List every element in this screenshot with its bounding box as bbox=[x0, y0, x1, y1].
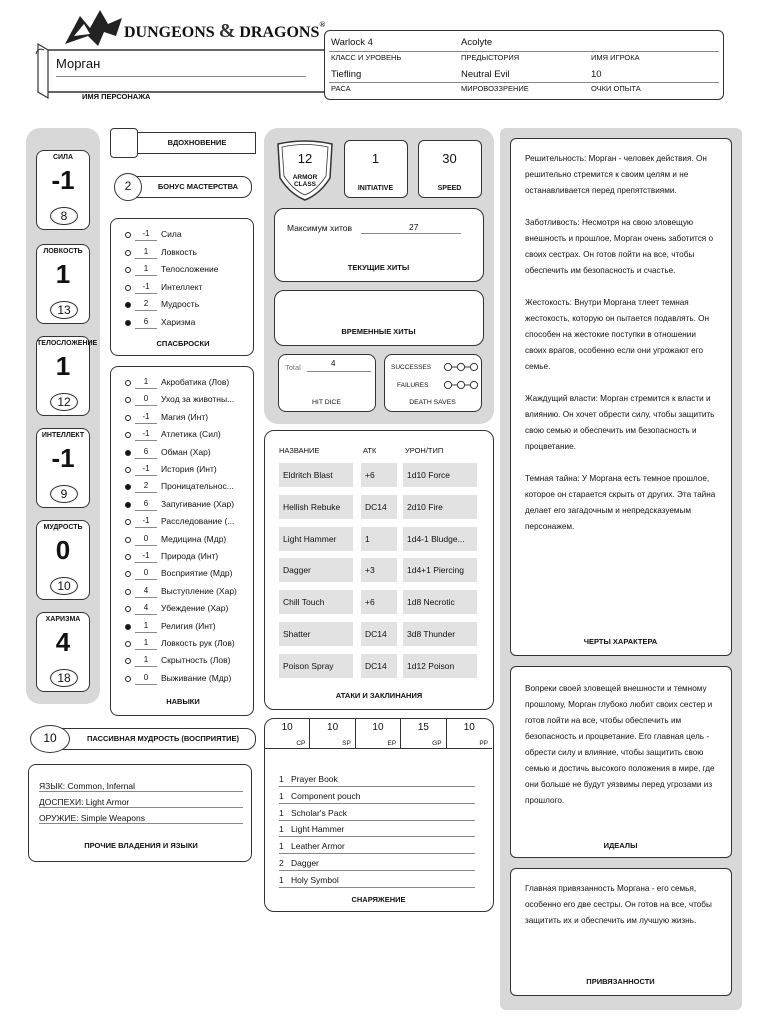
bonds-box[interactable] bbox=[510, 868, 732, 996]
armor-class-label-1: ARMOR bbox=[292, 174, 318, 181]
proficiency-box bbox=[108, 172, 256, 202]
equipment-name: Scholar's Pack bbox=[291, 807, 347, 818]
coin-row bbox=[265, 719, 492, 749]
coin-box[interactable] bbox=[310, 719, 355, 749]
ability-modifier: 1 bbox=[55, 259, 71, 289]
saving-throw-value[interactable]: 6 bbox=[135, 317, 157, 329]
saving-throw-value[interactable]: 1 bbox=[135, 264, 157, 276]
ability-constitution[interactable] bbox=[36, 336, 98, 416]
skill-value[interactable]: 6 bbox=[135, 447, 157, 459]
skill-value[interactable]: -1 bbox=[135, 412, 157, 424]
coin-value[interactable]: 10 bbox=[281, 722, 293, 733]
ability-modifier: -1 bbox=[51, 165, 75, 195]
initiative-box[interactable] bbox=[344, 140, 408, 198]
skill-row[interactable] bbox=[111, 671, 255, 688]
empty-dot-icon[interactable] bbox=[125, 554, 131, 560]
success-circles-icon bbox=[443, 362, 479, 372]
attack-bonus[interactable]: 1 bbox=[361, 527, 397, 551]
skill-row[interactable] bbox=[111, 636, 255, 653]
skill-name: Магия (Инт) bbox=[161, 411, 209, 422]
speed-value: 30 bbox=[442, 151, 457, 166]
attacks-label: АТАКИ И ЗАКЛИНАНИЯ bbox=[335, 691, 423, 700]
skill-value[interactable]: 0 bbox=[135, 568, 157, 580]
attack-damage[interactable]: 1d10 Force bbox=[403, 463, 477, 487]
coin-value[interactable]: 10 bbox=[463, 722, 475, 733]
attacks-col-name: НАЗВАНИЕ bbox=[279, 446, 320, 455]
coin-label: GP bbox=[432, 740, 442, 747]
failure-circles-icon bbox=[443, 380, 479, 390]
proficient-dot-icon[interactable] bbox=[125, 320, 131, 326]
skill-value[interactable]: -1 bbox=[135, 464, 157, 476]
attack-bonus[interactable]: +6 bbox=[361, 590, 397, 614]
empty-dot-icon[interactable] bbox=[125, 571, 131, 577]
proficient-dot-icon[interactable] bbox=[125, 484, 131, 490]
current-hp-box[interactable] bbox=[274, 208, 484, 282]
proficient-dot-icon[interactable] bbox=[125, 624, 131, 630]
empty-dot-icon[interactable] bbox=[125, 415, 131, 421]
skill-value[interactable]: 1 bbox=[135, 655, 157, 667]
attack-name[interactable]: Light Hammer bbox=[279, 527, 353, 551]
ability-name: ЛОВКОСТЬ bbox=[43, 248, 83, 255]
traits-box[interactable] bbox=[510, 138, 732, 656]
empty-dot-icon[interactable] bbox=[125, 467, 131, 473]
race-label: РАСА bbox=[331, 84, 351, 93]
attack-damage[interactable]: 2d10 Fire bbox=[403, 495, 477, 519]
attack-name[interactable]: Hellish Rebuke bbox=[279, 495, 353, 519]
skill-name: Убеждение (Хар) bbox=[161, 603, 229, 614]
equipment-item[interactable] bbox=[279, 838, 475, 854]
coin-value[interactable]: 10 bbox=[327, 722, 339, 733]
ability-modifier: 0 bbox=[55, 535, 71, 565]
xp-label: ОЧКИ ОПЫТА bbox=[591, 84, 641, 93]
proficient-dot-icon[interactable] bbox=[125, 450, 131, 456]
skill-value[interactable]: 0 bbox=[135, 673, 157, 685]
death-saves-failures-label: FAILURES bbox=[397, 382, 429, 389]
saving-throw-name: Харизма bbox=[161, 316, 196, 327]
background-value[interactable]: Acolyte bbox=[461, 37, 493, 48]
attack-name[interactable]: Eldritch Blast bbox=[279, 463, 353, 487]
inspiration-input[interactable] bbox=[110, 128, 138, 158]
ability-modifier: -1 bbox=[51, 443, 75, 473]
skill-name: Проницательнос... bbox=[161, 481, 234, 492]
skill-name: Выступление (Хар) bbox=[161, 585, 237, 596]
attack-damage[interactable]: 3d8 Thunder bbox=[403, 622, 477, 646]
equipment-item[interactable] bbox=[279, 805, 475, 821]
ability-name: МУДРОСТЬ bbox=[43, 524, 83, 531]
equipment-qty: 1 bbox=[279, 790, 284, 801]
proficient-dot-icon[interactable] bbox=[125, 502, 131, 508]
saving-throw-row[interactable] bbox=[111, 262, 255, 279]
saving-throw-value[interactable]: -1 bbox=[135, 282, 157, 294]
ability-score[interactable]: 12 bbox=[50, 393, 78, 411]
proficient-dot-icon[interactable] bbox=[125, 302, 131, 308]
logo-registered: ® bbox=[319, 20, 326, 29]
ability-name: ХАРИЗМА bbox=[45, 616, 81, 623]
empty-dot-icon[interactable] bbox=[125, 589, 131, 595]
initiative-value: 1 bbox=[371, 151, 380, 166]
class-level-label: КЛАСС И УРОВЕНЬ bbox=[331, 53, 402, 62]
skill-value[interactable]: 1 bbox=[135, 621, 157, 633]
language-line[interactable]: ЯЗЫК: Common, Infernal bbox=[39, 781, 243, 792]
temp-hp-label: ВРЕМЕННЫЕ ХИТЫ bbox=[341, 327, 416, 336]
armor-line[interactable]: ДОСПЕХИ: Light Armor bbox=[39, 797, 243, 808]
attack-bonus[interactable]: DC14 bbox=[361, 654, 397, 678]
saving-throw-row[interactable] bbox=[111, 297, 255, 314]
empty-dot-icon[interactable] bbox=[125, 519, 131, 525]
skill-name: Ловкость рук (Лов) bbox=[161, 638, 235, 648]
skill-name: Уход за животны... bbox=[161, 394, 235, 405]
attack-damage[interactable]: 1d8 Necrotic bbox=[403, 590, 477, 614]
ability-score[interactable]: 18 bbox=[50, 669, 78, 687]
skill-row[interactable] bbox=[111, 619, 255, 636]
passive-perception-value[interactable]: 10 bbox=[30, 725, 70, 753]
trait-paragraph: Жаждущий власти: Морган стремится к власти и влиянию. Он хочет обрести силу, чтобы защитить свою семью и обеспечить им безопасность и процветание. bbox=[525, 394, 715, 451]
armor-class-label-2: CLASS bbox=[293, 181, 317, 188]
skill-row[interactable] bbox=[111, 601, 255, 618]
equipment-qty: 1 bbox=[279, 874, 284, 885]
coin-value[interactable]: 10 bbox=[372, 722, 384, 733]
empty-dot-icon[interactable] bbox=[125, 676, 131, 682]
failure-markers[interactable] bbox=[443, 380, 479, 390]
logo-ampersand: & bbox=[218, 20, 236, 42]
empty-dot-icon[interactable] bbox=[125, 606, 131, 612]
saving-throw-name: Телосложение bbox=[161, 264, 219, 274]
equipment-item[interactable] bbox=[279, 821, 475, 837]
saving-throw-row[interactable] bbox=[111, 245, 255, 262]
coin-label: SP bbox=[342, 740, 351, 747]
temp-hp-box[interactable] bbox=[274, 290, 484, 346]
alignment-value[interactable]: Neutral Evil bbox=[461, 69, 510, 80]
skill-row[interactable] bbox=[111, 410, 255, 427]
attack-bonus[interactable]: DC14 bbox=[361, 495, 397, 519]
other-proficiencies-label: ПРОЧИЕ ВЛАДЕНИЯ И ЯЗЫКИ bbox=[84, 841, 198, 850]
equipment-label: СНАРЯЖЕНИЕ bbox=[351, 895, 406, 904]
saving-throw-name: Ловкость bbox=[161, 246, 197, 257]
ideals-text: Вопреки своей зловещей внешности и темному прошлому, Морган глубоко любит своих сестер и готов пойти на все, чтобы обеспечить им безопасность и процветание. Его главная цель - обрести силу и влияние, чтобы защитить свою семью и достичь высокого положения в мире, где они больше не будут уязвимы перед угрозами из прошлого. bbox=[525, 684, 715, 805]
hit-dice-total-label: Total bbox=[285, 363, 301, 372]
skill-row[interactable] bbox=[111, 532, 255, 549]
success-markers[interactable] bbox=[443, 362, 479, 372]
skill-name: История (Инт) bbox=[161, 464, 217, 474]
equipment-qty: 1 bbox=[279, 807, 284, 818]
saving-throw-value[interactable]: 2 bbox=[135, 299, 157, 311]
alignment-label: МИРОВОЗЗРЕНИЕ bbox=[461, 84, 529, 93]
skill-value[interactable]: 2 bbox=[135, 481, 157, 493]
ability-intelligence[interactable] bbox=[36, 428, 90, 508]
ability-wisdom[interactable] bbox=[36, 520, 90, 600]
skill-name: Восприятие (Мдр) bbox=[161, 568, 233, 579]
ability-score[interactable]: 10 bbox=[50, 577, 78, 595]
skill-name: Природа (Инт) bbox=[161, 551, 219, 561]
shield-icon bbox=[274, 138, 336, 202]
attack-damage[interactable]: 1d4-1 Bludge... bbox=[403, 527, 477, 551]
passive-perception-label: ПАССИВНАЯ МУДРОСТЬ (ВОСПРИЯТИЕ) bbox=[86, 734, 240, 743]
ability-score[interactable]: 9 bbox=[50, 485, 78, 503]
background-label: ПРЕДЫСТОРИЯ bbox=[461, 53, 520, 62]
skills-label: НАВЫКИ bbox=[166, 697, 200, 706]
empty-dot-icon[interactable] bbox=[125, 658, 131, 664]
attack-name[interactable]: Poison Spray bbox=[279, 654, 353, 678]
skill-value[interactable]: 4 bbox=[135, 586, 157, 598]
saving-throw-name: Сила bbox=[161, 229, 182, 239]
saving-throw-row[interactable] bbox=[111, 227, 255, 244]
attack-damage[interactable]: 1d4+1 Piercing bbox=[403, 558, 477, 582]
skill-value[interactable]: 4 bbox=[135, 603, 157, 615]
bonds-label: ПРИВЯЗАННОСТИ bbox=[586, 977, 655, 986]
equipment-name: Holy Symbol bbox=[291, 874, 339, 885]
equipment-name: Dagger bbox=[291, 858, 319, 868]
saving-throw-name: Интеллект bbox=[161, 281, 203, 292]
ideals-box[interactable] bbox=[510, 666, 732, 858]
race-value[interactable]: Tiefling bbox=[331, 69, 362, 80]
empty-dot-icon[interactable] bbox=[125, 267, 131, 273]
hit-dice-label: HIT DICE bbox=[312, 399, 341, 406]
skill-name: Медицина (Мдр) bbox=[161, 533, 227, 544]
skill-name: Религия (Инт) bbox=[161, 620, 216, 631]
coin-label: EP bbox=[387, 740, 397, 747]
skill-name: Выживание (Мдр) bbox=[161, 672, 232, 683]
traits-label: ЧЕРТЫ ХАРАКТЕРА bbox=[583, 637, 658, 646]
skill-value[interactable]: 1 bbox=[135, 638, 157, 650]
attack-bonus[interactable]: DC14 bbox=[361, 622, 397, 646]
current-hp-label: ТЕКУЩИЕ ХИТЫ bbox=[347, 263, 410, 272]
logo-dragons: DRAGONS bbox=[239, 24, 320, 41]
armor-class-box[interactable] bbox=[274, 138, 336, 202]
skill-row[interactable] bbox=[111, 445, 255, 462]
skill-name: Расследование (... bbox=[161, 516, 235, 527]
saving-throw-value[interactable]: 1 bbox=[135, 247, 157, 259]
equipment-qty: 2 bbox=[279, 858, 284, 868]
skill-value[interactable]: 1 bbox=[135, 377, 157, 389]
dragon-icon bbox=[60, 6, 130, 48]
weapons-line[interactable]: ОРУЖИЕ: Simple Weapons bbox=[39, 813, 243, 824]
equipment-qty: 1 bbox=[279, 824, 284, 835]
death-saves-box[interactable] bbox=[384, 354, 482, 412]
character-name-banner bbox=[36, 44, 336, 104]
equipment-item[interactable] bbox=[279, 855, 475, 871]
equipment-qty: 1 bbox=[279, 774, 284, 784]
attacks-col-atk: АТК bbox=[363, 446, 377, 455]
ability-score[interactable]: 8 bbox=[50, 207, 78, 225]
skill-value[interactable]: -1 bbox=[135, 551, 157, 563]
equipment-qty: 1 bbox=[279, 841, 284, 852]
equipment-name: Leather Armor bbox=[291, 841, 345, 852]
skill-row[interactable] bbox=[111, 427, 255, 444]
death-saves-label: DEATH SAVES bbox=[409, 399, 456, 406]
empty-dot-icon[interactable] bbox=[125, 537, 131, 543]
equipment-box bbox=[264, 718, 494, 912]
armor-class-value: 12 bbox=[297, 151, 313, 166]
passive-perception-box bbox=[26, 724, 256, 754]
ability-strength[interactable] bbox=[36, 150, 90, 230]
attack-bonus[interactable]: +3 bbox=[361, 558, 397, 582]
skill-name: Обман (Хар) bbox=[161, 446, 211, 457]
equipment-name: Prayer Book bbox=[291, 774, 338, 784]
dnd-logo bbox=[60, 6, 326, 46]
coin-box[interactable] bbox=[447, 719, 492, 749]
ability-name: СИЛА bbox=[52, 154, 74, 161]
equipment-name: Light Hammer bbox=[291, 824, 345, 835]
ability-name: ИНТЕЛЛЕКТ bbox=[41, 432, 85, 439]
inspiration-box bbox=[108, 128, 256, 158]
attack-name[interactable]: Dagger bbox=[279, 558, 353, 582]
skill-name: Атлетика (Сил) bbox=[161, 429, 221, 440]
empty-dot-icon[interactable] bbox=[125, 232, 131, 238]
xp-value[interactable]: 10 bbox=[591, 69, 602, 80]
max-hp-label: Максимум хитов bbox=[287, 223, 353, 233]
class-level-value[interactable]: Warlock 4 bbox=[331, 37, 373, 48]
trait-paragraph: Темная тайна: У Моргана есть темное прошлое, которое он старается скрыть от других. Эта тайна делает его загадочным и непредсказуемым персонажем. bbox=[525, 474, 716, 531]
skill-value[interactable]: -1 bbox=[135, 429, 157, 441]
death-saves-successes-label: SUCCESSES bbox=[391, 364, 432, 371]
hit-dice-total[interactable]: 4 bbox=[331, 359, 336, 368]
empty-dot-icon[interactable] bbox=[125, 250, 131, 256]
speed-label: SPEED bbox=[437, 185, 462, 192]
skill-row[interactable] bbox=[111, 392, 255, 409]
equipment-name: Component pouch bbox=[291, 790, 361, 801]
coin-label: CP bbox=[296, 740, 306, 747]
character-name-label: ИМЯ ПЕРСОНАЖА bbox=[82, 92, 151, 101]
skill-name: Акробатика (Лов) bbox=[161, 377, 230, 387]
skill-row[interactable] bbox=[111, 566, 255, 583]
attack-bonus[interactable]: +6 bbox=[361, 463, 397, 487]
skill-row[interactable] bbox=[111, 549, 255, 566]
character-name[interactable]: Морган bbox=[56, 56, 101, 71]
ability-modifier: 4 bbox=[55, 627, 71, 657]
skill-name: Скрытность (Лов) bbox=[161, 655, 231, 666]
skill-value[interactable]: 6 bbox=[135, 499, 157, 511]
attacks-box bbox=[264, 430, 494, 710]
empty-dot-icon[interactable] bbox=[125, 380, 131, 386]
coin-box[interactable] bbox=[265, 719, 310, 749]
skill-value[interactable]: 0 bbox=[135, 534, 157, 546]
attack-damage[interactable]: 1d12 Poison bbox=[403, 654, 477, 678]
proficiency-value[interactable]: 2 bbox=[114, 173, 142, 201]
header-info-box bbox=[324, 30, 724, 100]
ability-score[interactable]: 13 bbox=[50, 301, 78, 319]
saving-throw-value[interactable]: -1 bbox=[135, 229, 157, 241]
ability-charisma[interactable] bbox=[36, 612, 90, 692]
max-hp-value[interactable]: 27 bbox=[409, 222, 419, 232]
coin-label: PP bbox=[479, 740, 488, 747]
ideals-label: ИДЕАЛЫ bbox=[603, 841, 638, 850]
attacks-col-dmg: УРОН/ТИП bbox=[405, 446, 444, 455]
skill-row[interactable] bbox=[111, 462, 255, 479]
attack-name[interactable]: Chill Touch bbox=[279, 590, 353, 614]
skill-row[interactable] bbox=[111, 653, 255, 670]
saving-throw-row[interactable] bbox=[111, 280, 255, 297]
equipment-item[interactable] bbox=[279, 788, 475, 804]
other-proficiencies-box bbox=[28, 764, 252, 862]
skill-row[interactable] bbox=[111, 479, 255, 496]
ability-name: ТЕЛОСЛОЖЕНИЕ bbox=[37, 340, 98, 347]
empty-dot-icon[interactable] bbox=[125, 285, 131, 291]
empty-dot-icon[interactable] bbox=[125, 397, 131, 403]
logo-dungeons: DUNGEONS bbox=[124, 24, 215, 41]
skill-name: Запугивание (Хар) bbox=[161, 498, 235, 509]
coin-value[interactable]: 15 bbox=[417, 722, 429, 733]
coin-box[interactable] bbox=[356, 719, 401, 749]
skill-value[interactable]: -1 bbox=[135, 516, 157, 528]
skill-value[interactable]: 0 bbox=[135, 394, 157, 406]
skill-row[interactable] bbox=[111, 497, 255, 514]
trait-paragraph: Решительность: Морган - человек действия. Он решительно стремится к своим целям и не останавливается перед препятствиями. bbox=[525, 154, 707, 195]
initiative-label: INITIATIVE bbox=[357, 185, 394, 192]
trait-paragraph: Жестокость: Внутри Моргана тлеет темная жестокость, которую он пытается подавлять. Он способен на жестокие поступки в отношении своих врагов, особенно если они угрожают его семье. bbox=[525, 298, 710, 371]
saving-throws-box bbox=[110, 218, 254, 356]
skill-row[interactable] bbox=[111, 584, 255, 601]
proficiency-label: БОНУС МАСТЕРСТВА bbox=[157, 182, 239, 191]
skill-row[interactable] bbox=[111, 375, 255, 392]
equipment-item[interactable] bbox=[279, 771, 475, 787]
ability-modifier: 1 bbox=[55, 351, 71, 381]
speed-box[interactable] bbox=[418, 140, 482, 198]
hit-dice-box[interactable] bbox=[278, 354, 376, 412]
scroll-banner-icon bbox=[36, 44, 336, 104]
empty-dot-icon[interactable] bbox=[125, 432, 131, 438]
trait-paragraph: Заботливость: Несмотря на свою зловещую внешность и прошлое, Морган очень заботится о своих сестрах. Он готов пойти на все, чтобы обеспечить им безопасность и счастье. bbox=[525, 218, 714, 275]
attack-name[interactable]: Shatter bbox=[279, 622, 353, 646]
empty-dot-icon[interactable] bbox=[125, 641, 131, 647]
ability-dexterity[interactable] bbox=[36, 244, 90, 324]
saving-throws-label: СПАСБРОСКИ bbox=[156, 339, 210, 348]
skill-row[interactable] bbox=[111, 514, 255, 531]
saving-throw-name: Мудрость bbox=[161, 299, 200, 309]
skills-box bbox=[110, 366, 254, 716]
bonds-text: Главная привязанность Моргана - его семья, особенно его две сестры. Он готов на все, чтобы защитить их и обеспечить им лучшую жизнь. bbox=[525, 884, 712, 925]
saving-throw-row[interactable] bbox=[111, 315, 255, 332]
equipment-item[interactable] bbox=[279, 872, 475, 888]
inspiration-label: ВДОХНОВЕНИЕ bbox=[167, 138, 227, 147]
player-name-label: ИМЯ ИГРОКА bbox=[591, 53, 640, 62]
coin-box[interactable] bbox=[401, 719, 446, 749]
